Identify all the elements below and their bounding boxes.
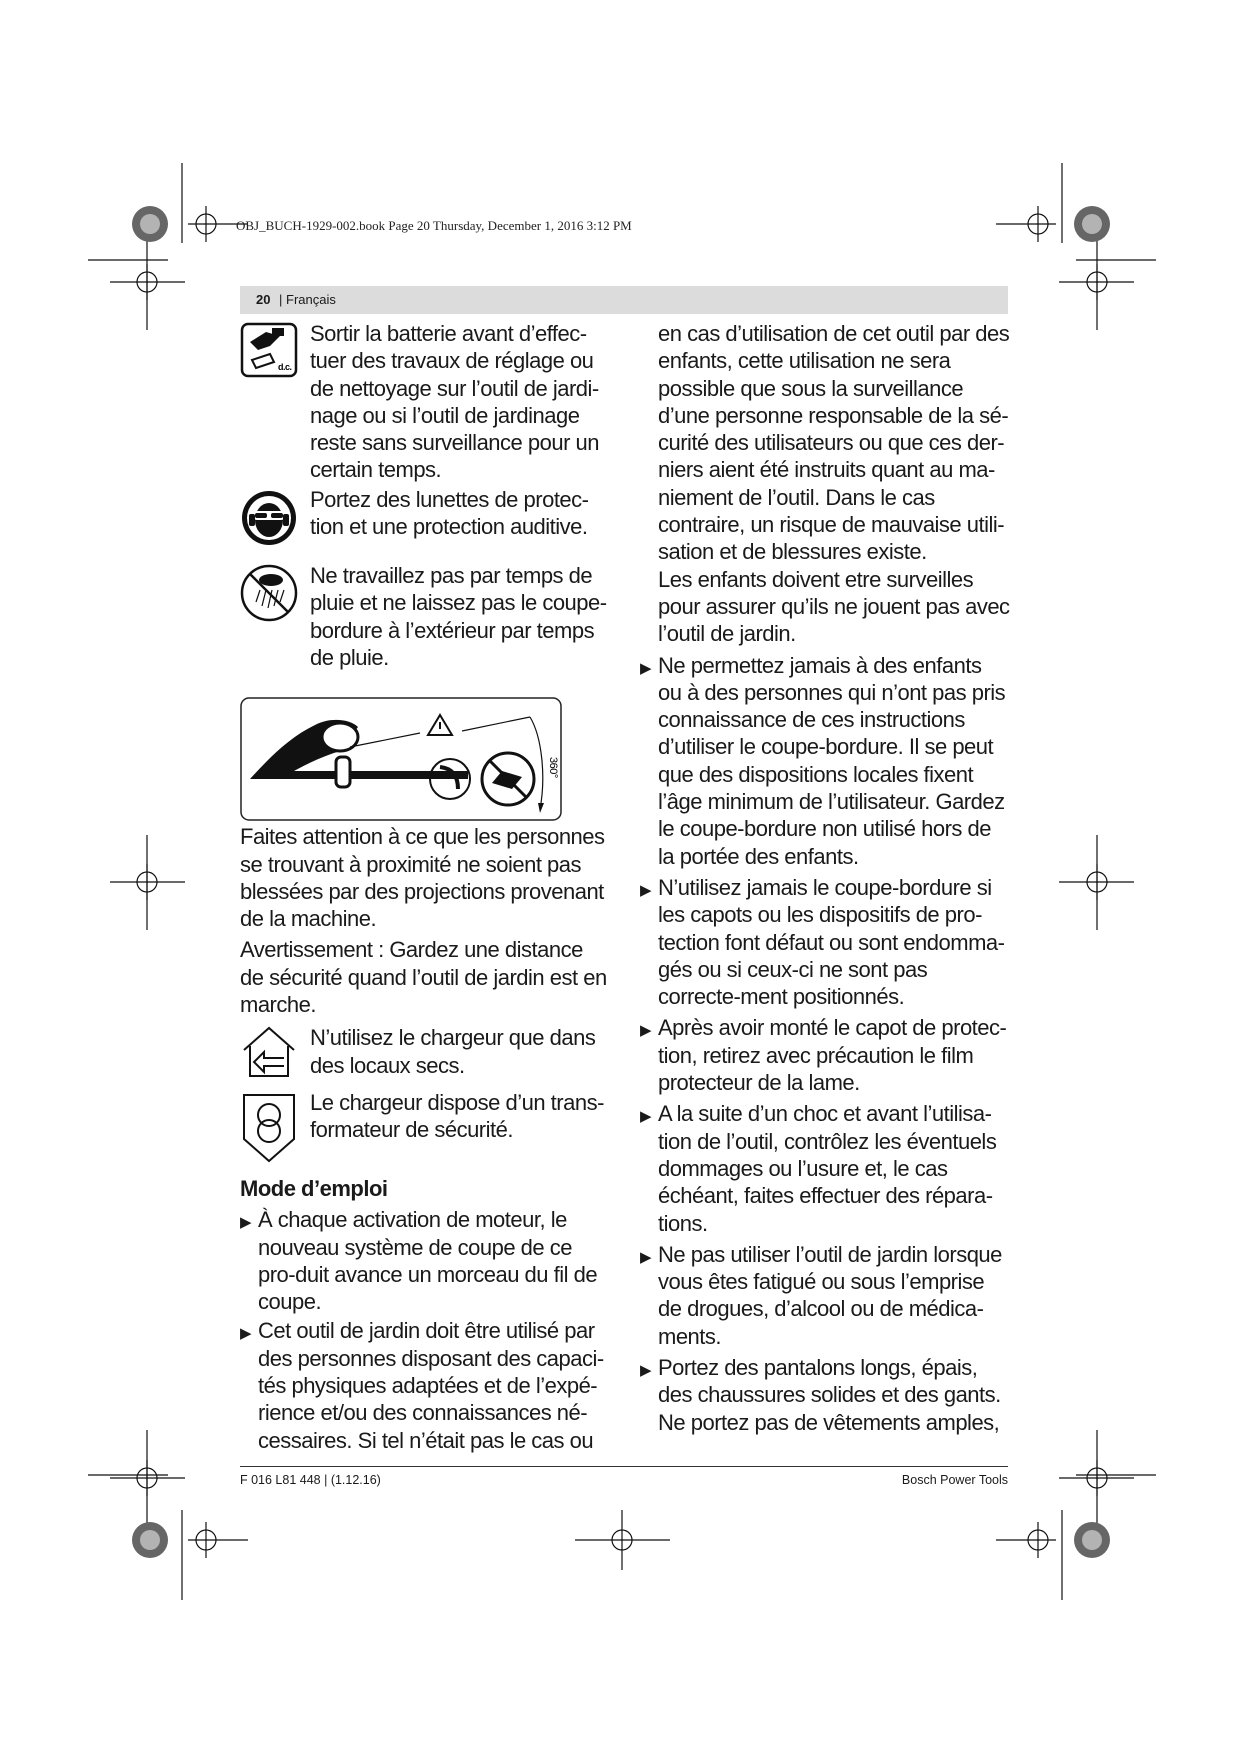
bullet-item <box>240 1317 610 1453</box>
bullet-item <box>640 1354 1010 1436</box>
bullet-item <box>640 1241 1010 1350</box>
bullet-text: À chaque activation de moteur, le nouveau système de coupe de ce pro-duit avance un morceau du fil de coupe. <box>258 1207 598 1315</box>
section-title: Mode d’emploi <box>240 1175 388 1201</box>
footer-rule <box>240 1466 1008 1467</box>
goggles-instruction: Portez des lunettes de protec-tion et une protection auditive. <box>310 486 589 540</box>
bullet-item <box>240 1206 610 1315</box>
svg-text:d.c.: d.c. <box>278 362 292 372</box>
bullet-arrow-icon: ▶ <box>640 881 652 899</box>
bullet-arrow-icon: ▶ <box>240 1214 252 1232</box>
bullet-text: Cet outil de jardin doit être utilisé par des personnes disposant des capaci-tés physiques adaptées et de l’expé-rience et/ou des connaissances né-cessaires. Si tel n’était pas le cas ou <box>258 1318 604 1453</box>
indoor-instruction: N’utilisez le chargeur que dans des locaux secs. <box>310 1025 596 1078</box>
bullet-item <box>640 652 1010 870</box>
no-rain-icon <box>240 562 298 624</box>
icon-item-transformer <box>240 1089 610 1171</box>
battery-removal-icon <box>240 320 298 380</box>
bullet-text: N’utilisez jamais le coupe-bordure si les capots ou les dispositifs de pro-tection font défaut ou sont endomma-gés ou si ceux-ci ne sont pas correcte-ment positionnés. <box>658 874 1005 1010</box>
language-name: Français <box>286 292 336 307</box>
bullet-item <box>640 1014 1010 1096</box>
distance-warning-paragraph: Avertissement : Gardez une distance de sécurité quand l’outil de jardin est en marche. <box>240 937 607 1018</box>
bullet-item <box>640 1100 1010 1236</box>
continuation-paragraph: en cas d’utilisation de cet outil par des enfants, cette utilisation ne sera possible que sous la surveillance d’une personne responsable de la sé-curité des utilisateurs ou que ces der-niers aient été instruits quant au ma-niement de l’outil. Dans le cas contraire, un risque de mauvaise utili-sation et de blessures existe. <box>658 321 1010 565</box>
bullet-arrow-icon: ▶ <box>640 659 652 677</box>
footer-brand: Bosch Power Tools <box>901 1473 1008 1487</box>
bullet-arrow-icon: ▶ <box>640 1022 652 1040</box>
projection-warning-illustration <box>240 697 562 821</box>
bullet-arrow-icon: ▶ <box>240 1325 252 1343</box>
icon-item-goggles <box>240 486 610 552</box>
bullet-item <box>640 874 1010 1010</box>
goggles-ear-protection-icon <box>240 486 298 546</box>
icon-item-rain <box>240 562 610 671</box>
transformer-instruction: Le chargeur dispose d’un trans-formateur de sécurité. <box>310 1089 604 1142</box>
separator: | <box>279 292 283 307</box>
bullet-text: Portez des pantalons longs, épais, des chaussures solides et des gants. Ne portez pas de vêtements amples, <box>658 1354 1001 1435</box>
page-number: 20 <box>256 292 271 307</box>
bullet-text: Après avoir monté le capot de protec-tion, retirez avec précaution le film protecteur de la lame. <box>658 1015 1007 1096</box>
left-column <box>240 320 610 1454</box>
icon-item-indoor <box>240 1024 610 1086</box>
footer-doc-code: F 016 L81 448 | (1.12.16) <box>240 1473 381 1487</box>
bullet-text: A la suite d’un choc et avant l’utilisa-tion de l’outil, contrôlez les éventuels dommages ou l’usure et, le cas échéant, faites effectuer des répara-tions. <box>658 1101 997 1236</box>
page-header-bar <box>240 286 1008 314</box>
safety-transformer-icon <box>240 1089 298 1165</box>
projection-paragraph: Faites attention à ce que les personnes se trouvant à proximité ne soient pas blessées par des projections provenant de la machine. <box>240 824 605 932</box>
language-label <box>279 292 336 307</box>
right-column <box>640 320 1010 1436</box>
icon-item-battery <box>240 320 610 484</box>
indoor-use-icon <box>240 1024 298 1080</box>
bullet-text: Ne permettez jamais à des enfants ou à des personnes qui n’ont pas pris connaissance de ces instructions d’utiliser le coupe-bordure. Il se peut que des dispositions locales fixent l’âge minimum de l’utilisateur. Gardez le coupe-bordure non utilisé hors de la portée des enfants. <box>658 652 1006 869</box>
battery-instruction: Sortir la batterie avant d’effec-tuer des travaux de réglage ou de nettoyage sur l’outil de jardi-nage ou si l’outil de jardinage reste sans surveillance pour un certain temps. <box>310 321 599 483</box>
bullet-arrow-icon: ▶ <box>640 1108 652 1126</box>
projection-illustration <box>240 697 562 821</box>
children-supervision-paragraph: Les enfants doivent etre surveilles pour assurer qu’ils ne jouent pas avec l’outil de jardin. <box>658 566 1010 647</box>
rain-instruction: Ne travaillez pas par temps de pluie et ne laissez pas le coupe-bordure à l’extérieur par temps de pluie. <box>310 563 607 670</box>
bullet-text: Ne pas utiliser l’outil de jardin lorsque vous êtes fatigué ou sous l’emprise de drogues, d’alcool ou de médica-ments. <box>658 1241 1002 1349</box>
file-header: OBJ_BUCH-1929-002.book Page 20 Thursday, December 1, 2016 3:12 PM <box>236 218 632 233</box>
angle-label: 360° <box>547 757 559 779</box>
bullet-arrow-icon: ▶ <box>640 1361 652 1379</box>
bullet-arrow-icon: ▶ <box>640 1248 652 1266</box>
